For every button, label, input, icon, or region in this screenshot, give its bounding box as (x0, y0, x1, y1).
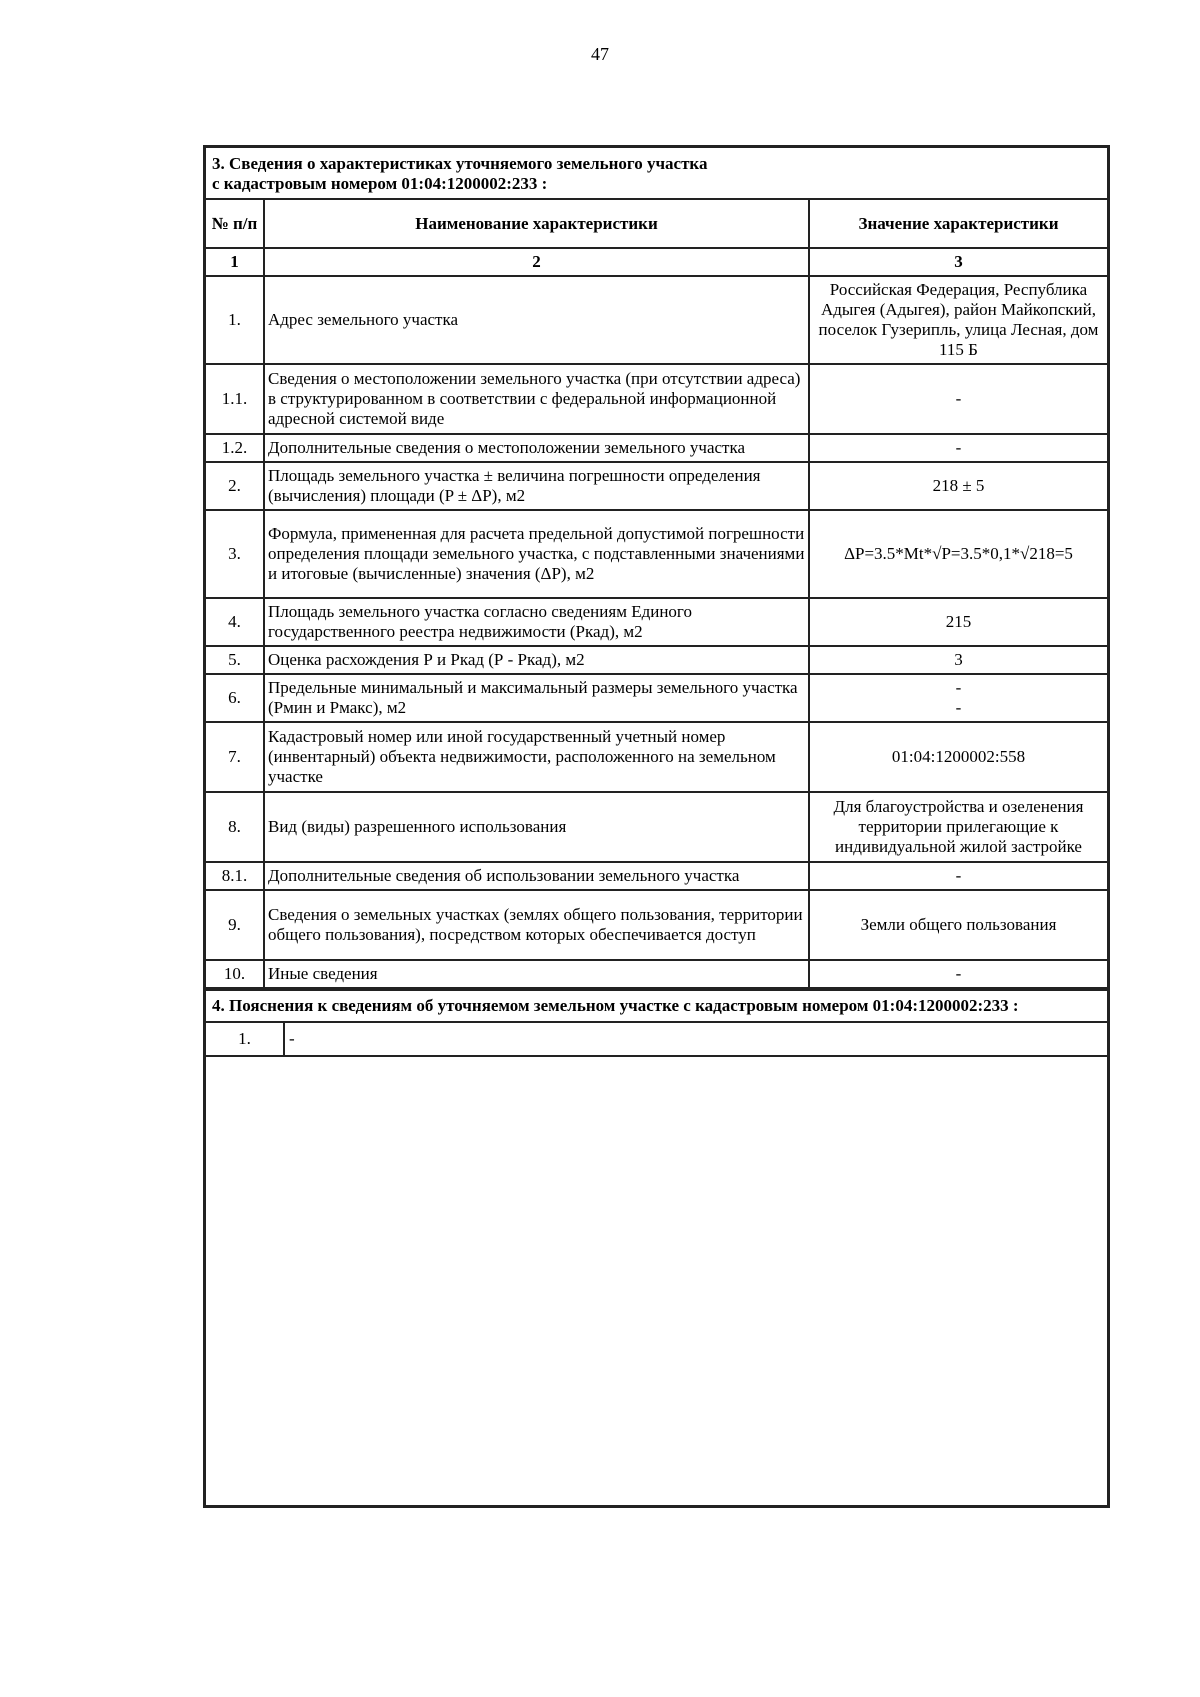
col-index-2: 2 (264, 248, 809, 276)
document-frame (203, 145, 1110, 1508)
table-row (206, 890, 1107, 960)
row-value: - (809, 960, 1107, 988)
col-index-1: 1 (206, 248, 264, 276)
characteristics-table (206, 200, 1107, 989)
note-text: - (284, 1023, 1107, 1056)
row-name: Формула, примененная для расчета предельной допустимой погрешности определения площади земельного участка, с подставленными значениями и итоговые (вычисленные) значения (ΔP), м2 (264, 510, 809, 598)
row-name: Дополнительные сведения об использовании земельного участка (264, 862, 809, 890)
row-name: Предельные минимальный и максимальный размеры земельного участка (Рмин и Рмакс), м2 (264, 674, 809, 722)
section3-title (206, 148, 1107, 200)
section4-title: 4. Пояснения к сведениям об уточняемом земельном участке с кадастровым номером 01:04:1200002:233 : (206, 989, 1107, 1023)
row-number: 2. (206, 462, 264, 510)
row-value: Российская Федерация, Республика Адыгея (Адыгея), район Майкопский, поселок Гузерипль, улица Лесная, дом 115 Б (809, 276, 1107, 364)
row-number: 1. (206, 276, 264, 364)
header-name: Наименование характеристики (264, 200, 809, 248)
table-row (206, 510, 1107, 598)
row-value: - - (809, 674, 1107, 722)
row-name: Адрес земельного участка (264, 276, 809, 364)
row-name: Оценка расхождения Р и Ркад (Р - Ркад), м2 (264, 646, 809, 674)
page-number: 47 (591, 44, 609, 64)
header-value: Значение характеристики (809, 200, 1107, 248)
table-row (206, 462, 1107, 510)
row-value: ΔP=3.5*Mt*√P=3.5*0,1*√218=5 (809, 510, 1107, 598)
table-row (206, 598, 1107, 646)
table-header-row (206, 200, 1107, 248)
row-number: 1.2. (206, 434, 264, 462)
col-index-3: 3 (809, 248, 1107, 276)
note-row (206, 1023, 1107, 1056)
row-name: Иные сведения (264, 960, 809, 988)
table-row (206, 960, 1107, 988)
table-row (206, 722, 1107, 792)
row-value: Для благоустройства и озеленения территории прилегающие к индивидуальной жилой застройке (809, 792, 1107, 862)
note-number: 1. (206, 1023, 284, 1056)
row-value: - (809, 862, 1107, 890)
section3-title-line1: 3. Сведения о характеристиках уточняемого земельного участка (212, 154, 708, 173)
row-value: 218 ± 5 (809, 462, 1107, 510)
row-number: 8. (206, 792, 264, 862)
column-index-row (206, 248, 1107, 276)
row-value: 215 (809, 598, 1107, 646)
row-value: - (809, 364, 1107, 434)
row-name: Дополнительные сведения о местоположении земельного участка (264, 434, 809, 462)
table-row (206, 646, 1107, 674)
row-name: Вид (виды) разрешенного использования (264, 792, 809, 862)
table-row (206, 276, 1107, 364)
row-name: Кадастровый номер или иной государственный учетный номер (инвентарный) объекта недвижимости, расположенного на земельном участке (264, 722, 809, 792)
row-value: 3 (809, 646, 1107, 674)
section3-title-line2: с кадастровым номером 01:04:1200002:233 : (212, 174, 548, 193)
row-number: 7. (206, 722, 264, 792)
notes-table (206, 1023, 1107, 1057)
table-row (206, 434, 1107, 462)
row-number: 9. (206, 890, 264, 960)
row-number: 10. (206, 960, 264, 988)
table-row (206, 364, 1107, 434)
table-row (206, 674, 1107, 722)
table-row (206, 862, 1107, 890)
row-name: Сведения о местоположении земельного участка (при отсутствии адреса) в структурированном в соответствии с федеральной информационной адресной системой виде (264, 364, 809, 434)
row-name: Площадь земельного участка согласно сведениям Единого государственного реестра недвижимости (Ркад), м2 (264, 598, 809, 646)
row-name: Площадь земельного участка ± величина погрешности определения (вычисления) площади (P ± ΔP), м2 (264, 462, 809, 510)
row-number: 6. (206, 674, 264, 722)
row-number: 1.1. (206, 364, 264, 434)
row-name: Сведения о земельных участках (землях общего пользования, территории общего пользования), посредством которых обеспечивается доступ (264, 890, 809, 960)
row-value: - (809, 434, 1107, 462)
table-row (206, 792, 1107, 862)
row-number: 8.1. (206, 862, 264, 890)
row-value: 01:04:1200002:558 (809, 722, 1107, 792)
row-value: Земли общего пользования (809, 890, 1107, 960)
header-num: № п/п (206, 200, 264, 248)
row-number: 3. (206, 510, 264, 598)
row-number: 5. (206, 646, 264, 674)
row-number: 4. (206, 598, 264, 646)
